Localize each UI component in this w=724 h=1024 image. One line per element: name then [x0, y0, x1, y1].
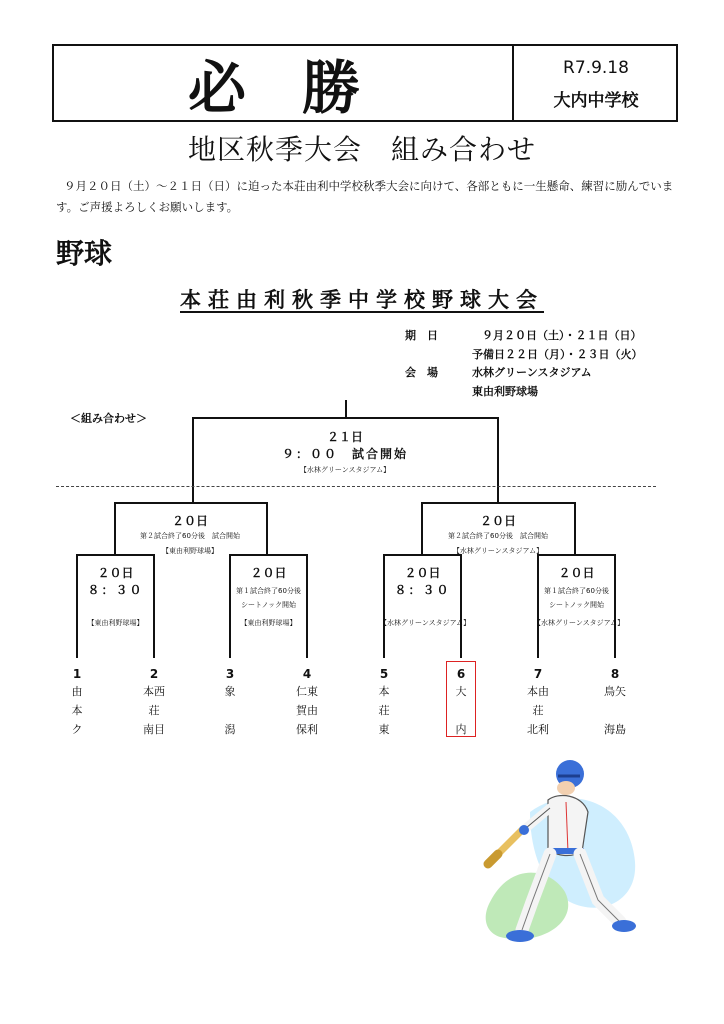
- r1-d-note: 第１試合終了60分後 シートノック開始: [544, 587, 609, 609]
- date-value: ９月２０日（土）・２１日（日）: [482, 329, 642, 342]
- r1-c-venue: 【水林グリーンスタジアム】: [380, 619, 471, 627]
- semi2-note: 第２試合終了60分後 試合開始: [448, 532, 548, 540]
- team-6-number: 6: [456, 667, 466, 681]
- venue-1: 水林グリーンスタジアム: [472, 366, 592, 379]
- team-8-name: 鳥矢 海島: [604, 685, 626, 736]
- team-2-number: 2: [149, 667, 159, 681]
- team-8-number: 8: [610, 667, 620, 681]
- team-2-name: 本西 荘 南目: [143, 685, 165, 736]
- section-title: 野球: [56, 237, 113, 270]
- header-title: 必勝: [187, 54, 416, 122]
- team-3-number: 3: [225, 667, 235, 681]
- final-venue: 【水林グリーンスタジアム】: [299, 466, 391, 474]
- semi1-day: ２０日: [171, 514, 208, 528]
- team-4-name: 仁東 賀由 保利: [296, 685, 318, 736]
- final-day: ２１日: [326, 430, 363, 444]
- tournament-title: 本荘由利秋季中学校野球大会: [180, 288, 544, 312]
- team-5-name: 本 荘 東: [378, 685, 390, 736]
- team-6-name: 大 内: [455, 685, 467, 736]
- team-5-number: 5: [379, 667, 389, 681]
- semi2-day: ２０日: [479, 514, 516, 528]
- r1-a-venue: 【東由利野球場】: [87, 619, 144, 627]
- document-title: 地区秋季大会 組み合わせ: [187, 133, 536, 166]
- bracket-final-left-leg: [192, 417, 194, 503]
- bracket-r1-c-right: [460, 554, 462, 658]
- semi1-note: 第２試合終了60分後 試合開始: [140, 532, 240, 540]
- bracket-semi2-bar: [421, 502, 575, 504]
- bracket-semi2-right: [574, 502, 576, 555]
- bracket-semi1-right: [266, 502, 268, 555]
- semi2-venue: 【水林グリーンスタジアム】: [452, 547, 544, 555]
- bracket-r1-a-right: [153, 554, 155, 658]
- team-3-name: 象 潟: [224, 685, 236, 736]
- r1-c-time: ８：３０: [394, 583, 451, 597]
- team-7-name: 本由 荘 北利: [527, 685, 549, 736]
- r1-c-day: ２０日: [404, 566, 441, 580]
- r1-b-note: 第１試合終了60分後 シートノック開始: [236, 587, 301, 609]
- date-label: 期 日: [405, 329, 438, 342]
- header-date: R7.9.18: [563, 58, 629, 78]
- batter-illustration: [470, 752, 640, 950]
- r1-a-time: ８：３０: [87, 583, 144, 597]
- team-1-number: 1: [72, 667, 82, 681]
- team-7-number: 7: [533, 667, 543, 681]
- semi1-venue: 【東由利野球場】: [162, 547, 218, 555]
- r1-a-day: ２０日: [97, 566, 134, 580]
- bracket-top-stem: [345, 400, 347, 417]
- bracket-final-right-leg: [497, 417, 499, 503]
- venue-label: 会 場: [405, 366, 438, 379]
- team-4-number: 4: [302, 667, 312, 681]
- bracket-final-bar: [192, 417, 498, 419]
- header-school: 大内中学校: [553, 91, 639, 111]
- final-time: ９：００ 試合開始: [281, 447, 408, 461]
- dashed-divider: [56, 486, 656, 487]
- reserve-days: 予備日２２日（月）・２３日（火）: [472, 348, 643, 361]
- bracket-semi1-bar: [114, 502, 267, 504]
- r1-d-venue: 【水林グリーンスタジアム】: [534, 619, 625, 627]
- r1-b-day: ２０日: [250, 566, 287, 580]
- intro-text: ９月２０日（土）～２１日（日）に迫った本荘由利中学校秋季大会に向けて、各部ともに一生懸命、練習に励んでいます。ご声援よろしくお願いします。: [56, 179, 674, 214]
- bracket-label: ＜組み合わせ＞: [70, 412, 147, 425]
- team-1-name: 由 本 ク: [71, 685, 83, 736]
- r1-d-day: ２０日: [558, 566, 595, 580]
- venue-2: 東由利野球場: [472, 385, 538, 398]
- own-school-highlight: [446, 661, 476, 737]
- r1-b-venue: 【東由利野球場】: [240, 619, 297, 627]
